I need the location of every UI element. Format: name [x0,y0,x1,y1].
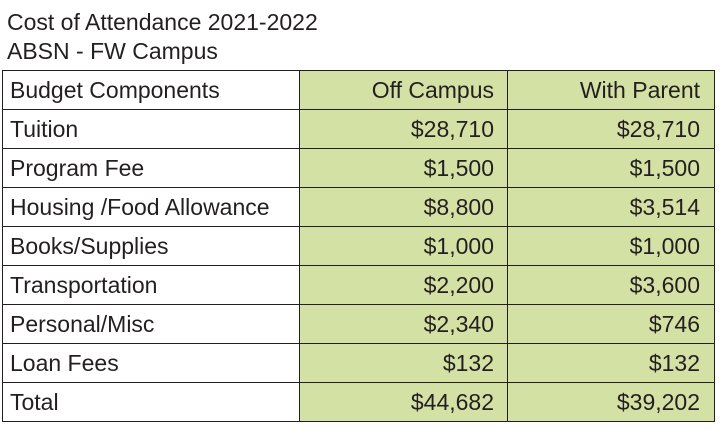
with-parent-total: $39,202 [508,383,715,422]
with-parent-value: $1,500 [508,149,715,188]
table-row [3,110,715,149]
row-label: Loan Fees [3,344,300,383]
table-row [3,188,715,227]
table-row [3,266,715,305]
off-campus-value: $2,340 [300,305,508,344]
off-campus-value: $1,000 [300,227,508,266]
row-label: Personal/Misc [3,305,300,344]
off-campus-value: $1,500 [300,149,508,188]
with-parent-value: $3,514 [508,188,715,227]
table-row [3,227,715,266]
off-campus-total: $44,682 [300,383,508,422]
row-label: Program Fee [3,149,300,188]
total-label: Total [3,383,300,422]
column-header-budget-components: Budget Components [3,71,300,110]
off-campus-value: $132 [300,344,508,383]
column-header-with-parent: With Parent [508,71,715,110]
row-label: Housing /Food Allowance [3,188,300,227]
row-label: Books/Supplies [3,227,300,266]
with-parent-value: $3,600 [508,266,715,305]
table-row [3,305,715,344]
table-row [3,149,715,188]
row-label: Tuition [3,110,300,149]
with-parent-value: $132 [508,344,715,383]
off-campus-value: $28,710 [300,110,508,149]
with-parent-value: $28,710 [508,110,715,149]
table-body [3,71,715,422]
column-header-off-campus: Off Campus [300,71,508,110]
table-header-row [3,71,715,110]
page-subtitle: ABSN - FW Campus [7,38,218,64]
cost-of-attendance-table [2,70,715,422]
with-parent-value: $1,000 [508,227,715,266]
with-parent-value: $746 [508,305,715,344]
off-campus-value: $8,800 [300,188,508,227]
page-title: Cost of Attendance 2021-2022 [7,9,318,35]
table-row [3,344,715,383]
off-campus-value: $2,200 [300,266,508,305]
row-label: Transportation [3,266,300,305]
table-total-row [3,383,715,422]
